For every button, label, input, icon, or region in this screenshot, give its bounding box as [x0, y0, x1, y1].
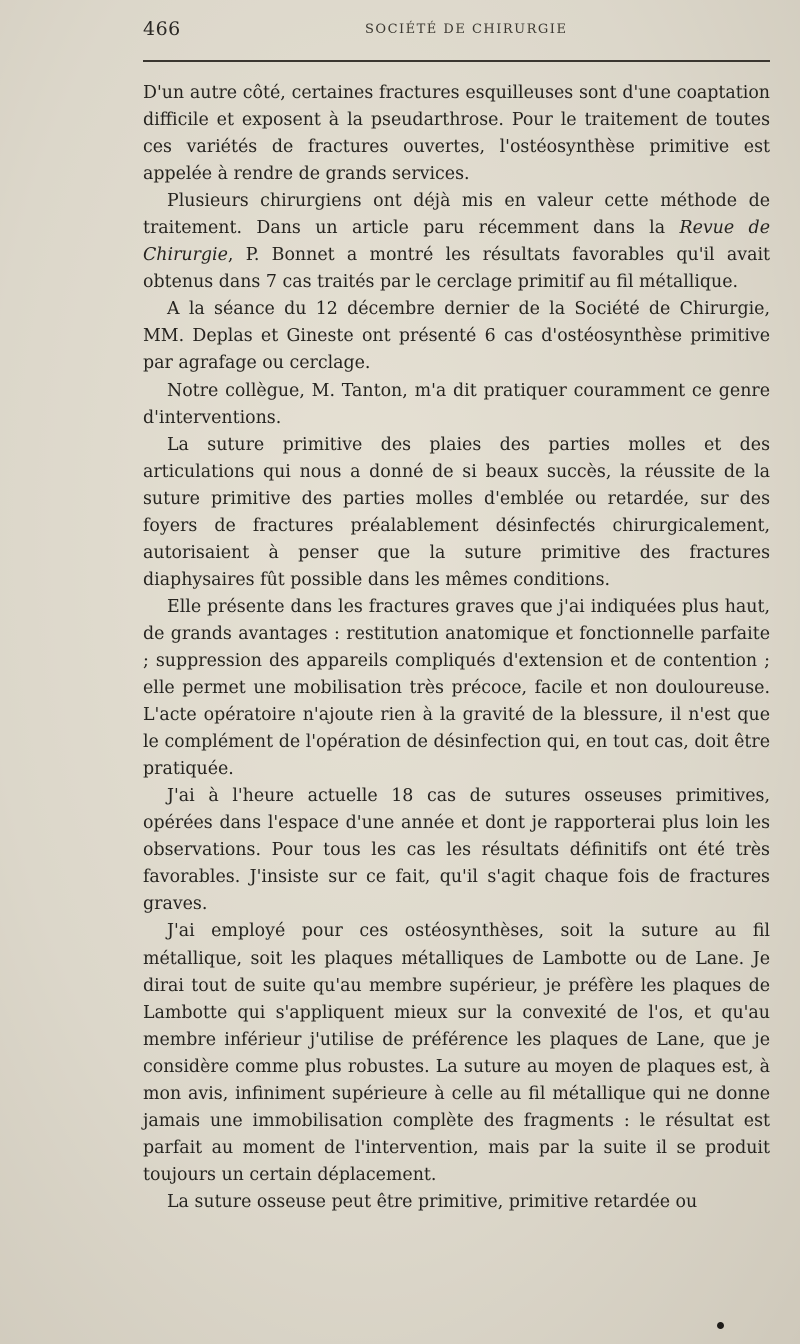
paragraph-3: A la séance du 12 décembre dernier de la Société de Chirurgie, MM. Deplas et Gineste ont présenté 6 cas d'ostéosynthèse primitive par agrafage ou cerclage.	[143, 299, 770, 374]
paragraph-1: D'un autre côté, certaines fractures esquilleuses sont d'une coaptation difficile et exposent à la pseudarthrose. Pour le traitement de toutes ces variétés de fractures ouvertes, l'ostéosynthèse primitive est appelée à rendre de grands services.	[143, 83, 770, 185]
paragraph-2	[143, 188, 770, 296]
page-number: 466	[143, 18, 181, 40]
journal-title: Revue de Chirurgie	[143, 218, 770, 266]
paragraph-2-before: Plusieurs chirurgiens ont déjà mis en valeur cette méthode de traitement. Dans un article paru récemment dans la	[143, 191, 770, 239]
paragraph-8: J'ai employé pour ces ostéosynthèses, soit la suture au fil métallique, soit les plaques métalliques de Lambotte ou de Lane. Je dirai tout de suite qu'au membre supérieur, je préfère les plaques de Lambotte qui s'appliquent mieux sur la convexité de l'os, et qu'au membre inférieur j'utilise de préférence les plaques de Lane, que je considère comme plus robustes. La suture au moyen de plaques est, à mon avis, infiniment supérieure à celle au fil métallique qui ne donne jamais une immobilisation complète des fragments : le résultat est parfait au moment de l'intervention, mais par la suite il se produit toujours un certain déplacement.	[143, 921, 770, 1185]
ink-blot	[717, 1322, 724, 1329]
running-head: SOCIÉTÉ DE CHIRURGIE	[365, 22, 568, 37]
header-rule	[143, 60, 770, 62]
paragraph-6: Elle présente dans les fractures graves que j'ai indiquées plus haut, de grands avantages : restitution anatomique et fonctionnelle parfaite ; suppression des appareils compliqués d'extension et de contention ; elle permet une mobilisation très précoce, facile et non douloureuse. L'acte opératoire n'ajoute rien à la gravité de la blessure, il n'est que le complément de l'opération de désinfection qui, en tout cas, doit être pratiquée.	[143, 596, 770, 780]
paragraph-5: La suture primitive des plaies des parties molles et des articulations qui nous a donné de si beaux succès, la réussite de la suture primitive des parties molles d'emblée ou retardée, sur des foyers de fractures préalablement désinfectés chirurgicalement, autorisaient à penser que la suture primitive des fractures diaphysaires fût possible dans les mêmes conditions.	[143, 434, 770, 590]
paragraph-2-after: , P. Bonnet a montré les résultats favorables qu'il avait obtenus dans 7 cas traités par le cerclage primitif au fil métallique.	[143, 245, 770, 293]
body-text	[143, 80, 770, 1216]
paragraph-4: Notre collègue, M. Tanton, m'a dit pratiquer couramment ce genre d'interventions.	[143, 380, 770, 428]
paragraph-7: J'ai à l'heure actuelle 18 cas de sutures osseuses primitives, opérées dans l'espace d'une année et dont je rapporterai plus loin les observations. Pour tous les cas les résultats définitifs ont été très favorables. J'insiste sur ce fait, qu'il s'agit chaque fois de fractures graves.	[143, 786, 770, 915]
page-header	[143, 16, 770, 46]
paragraph-9: La suture osseuse peut être primitive, primitive retardée ou	[167, 1191, 698, 1212]
